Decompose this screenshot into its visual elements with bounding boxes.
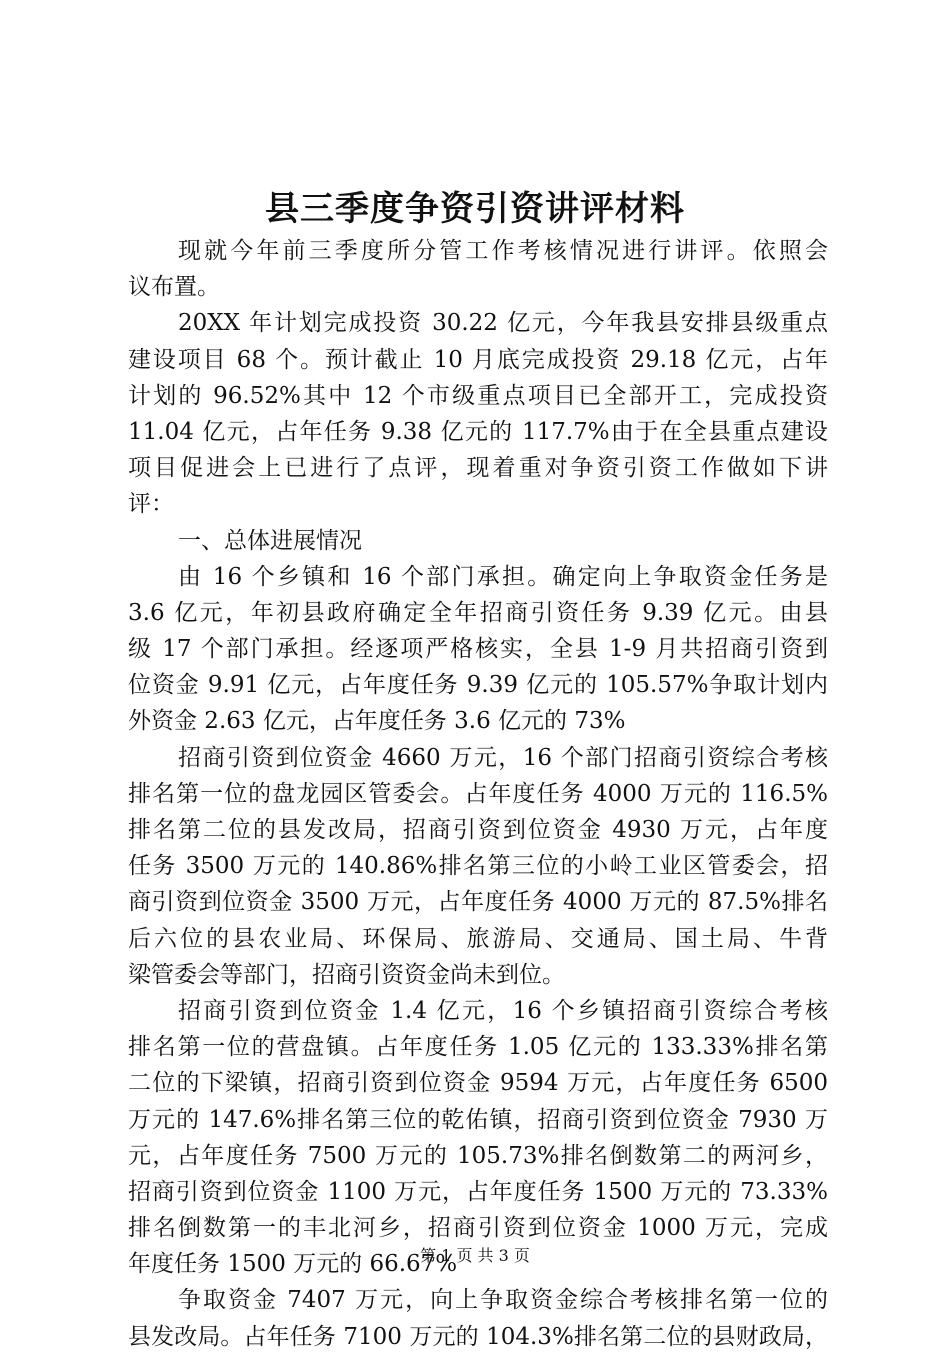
text-line: 二位的下梁镇，招商引资到位资金 9594 万元，占年度任务 6500 — [128, 1070, 828, 1097]
text-line: 外资金 2.63 亿元，占年度任务 3.6 亿元的 73% — [128, 708, 626, 735]
text-line: 商引资到位资金 3500 万元，占年度任务 4000 万元的 87.5%排名 — [128, 889, 828, 916]
text-line: 20XX 年计划完成投资 30.22 亿元，今年我县安排县级重点 — [178, 310, 828, 337]
text-line: 11.04 亿元，占年任务 9.38 亿元的 117.7%由于在全县重点建设 — [128, 418, 828, 445]
text-line: 议布置。 — [128, 274, 220, 301]
text-line: 招商引资到位资金 1.4 亿元，16 个乡镇招商引资综合考核 — [178, 997, 828, 1024]
text-line: 年度任务 1500 万元的 66.67% — [128, 1251, 458, 1278]
text-line: 排名第一位的盘龙园区管委会。占年度任务 4000 万元的 116.5% — [128, 780, 828, 807]
text-line: 排名第一位的营盘镇。占年度任务 1.05 亿元的 133.33%排名第 — [128, 1034, 828, 1061]
text-line: 级 17 个部门承担。经逐项严格核实，全县 1-9 月共招商引资到 — [128, 636, 828, 663]
text-line: 梁管委会等部门，招商引资资金尚未到位。 — [128, 961, 565, 988]
text-line: 招商引资到位资金 4660 万元，16 个部门招商引资综合考核 — [178, 744, 828, 771]
text-line: 位资金 9.91 亿元，占年度任务 9.39 亿元的 105.57%争取计划内 — [128, 672, 828, 699]
text-line: 后六位的县农业局、环保局、旅游局、交通局、国土局、牛背 — [128, 925, 828, 952]
text-line: 建设项目 68 个。预计截止 10 月底完成投资 29.18 亿元，占年 — [128, 346, 828, 373]
text-line: 计划的 96.52%其中 12 个市级重点项目已全部开工，完成投资 — [128, 382, 828, 409]
text-line: 评： — [128, 491, 174, 518]
text-line: 现就今年前三季度所分管工作考核情况进行讲评。依照会 — [178, 238, 828, 264]
text-line: 由 16 个乡镇和 16 个部门承担。确定向上争取资金任务是 — [178, 563, 828, 590]
text-line: 3.6 亿元，年初县政府确定全年招商引资任务 9.39 亿元。由县 — [128, 599, 828, 626]
text-line: 万元的 147.6%排名第三位的乾佑镇，招商引资到位资金 7930 万 — [128, 1106, 828, 1133]
text-line: 元，占年度任务 7500 万元的 105.73%排名倒数第二的两河乡， — [128, 1142, 828, 1169]
text-line: 任务 3500 万元的 140.86%排名第三位的小岭工业区管委会，招 — [128, 853, 828, 880]
text-line: 排名倒数第一的丰北河乡，招商引资到位资金 1000 万元，完成 — [128, 1215, 828, 1242]
page-footer: 第 1 页 共 3 页 — [420, 1246, 530, 1265]
text-line: 招商引资到位资金 1100 万元，占年度任务 1500 万元的 73.33% — [128, 1178, 828, 1205]
text-line: 县发改局。占年任务 7100 万元的 104.3%排名第二位的县财政局， — [128, 1323, 828, 1350]
text-line: 排名第二位的县发改局，招商引资到位资金 4930 万元，占年度 — [128, 817, 828, 843]
document-body — [128, 233, 828, 1355]
section-heading: 一、总体进展情况 — [178, 527, 362, 554]
document-title: 县三季度争资引资讲评材料 — [265, 189, 685, 229]
text-line: 项目促进会上已进行了点评，现着重对争资引资工作做如下讲 — [128, 455, 828, 482]
text-line: 争取资金 7407 万元，向上争取资金综合考核排名第一位的 — [178, 1287, 828, 1314]
